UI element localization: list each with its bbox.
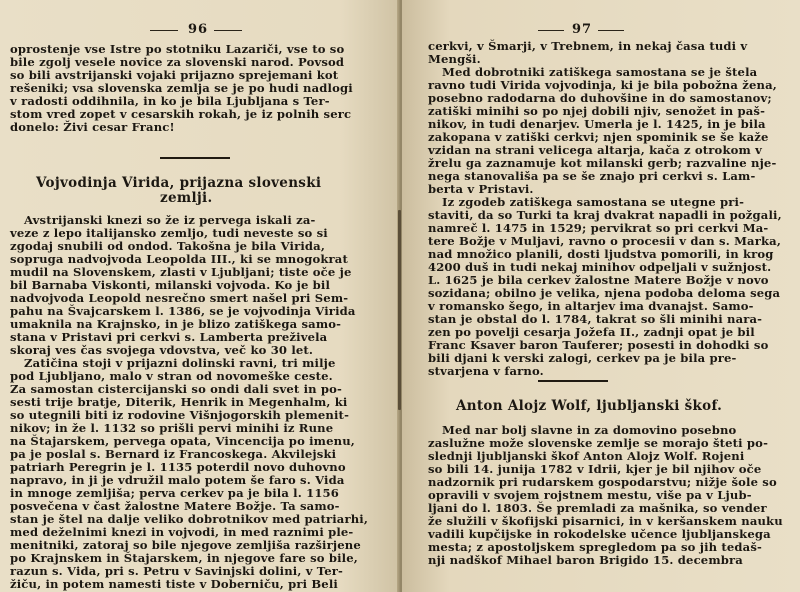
text-line: so utegnili biti iz rodovine Višnjogorskih plemenit- bbox=[10, 408, 350, 422]
page-number: 97 bbox=[572, 22, 593, 37]
text-line: namreč l. 1475 in 1529; pervikrat so pri cerkvi Ma- bbox=[428, 221, 769, 235]
text-line: v romansko šego, in altarjev ima dvanajst. Samo- bbox=[428, 299, 754, 313]
text-line: Iz zgodeb zatiškega samostana se utegne pri- bbox=[442, 195, 745, 209]
text-line: zakopana v zatiški cerkvi; njen spominik se še kaže bbox=[428, 130, 769, 144]
text-line: bili djani k verski zalogi, cerkev pa je bila pre- bbox=[428, 351, 737, 365]
text-line: sopruga nadvojvoda Leopolda III., ki se mnogokrat bbox=[10, 252, 348, 266]
header-dash bbox=[214, 30, 242, 31]
text-line: nikov; in že l. 1132 so prišli pervi minihi iz Rune bbox=[10, 421, 334, 435]
text-line: vadili kupčijske in rokodelske učence ljubljanskega bbox=[428, 527, 771, 541]
header-dash bbox=[150, 30, 178, 31]
text-line: Za samostan cistercijanski so ondi dali svet in po- bbox=[10, 382, 343, 396]
text-line: Avstrijanski knezi so že iz pervega iskali za- bbox=[24, 213, 316, 227]
text-line: sozidana; obilno je velika, njena podoba deloma sega bbox=[428, 286, 781, 300]
text-line: pod Ljubljano, malo v stran od novomeške ceste. bbox=[10, 369, 333, 383]
section-divider bbox=[538, 380, 608, 382]
text-line: menitniki, zatoraj so bile njegove zemljiša razširjene bbox=[10, 538, 361, 552]
text-line: žrelu ga zaznamuje kot milanski gerb; razvaline nje- bbox=[428, 156, 777, 170]
text-line: med deželnimi knezi in vojvodi, in med raznimi ple- bbox=[10, 525, 354, 539]
text-line: nadvojvoda Leopold nesrečno smert našel pri Sem- bbox=[10, 291, 349, 305]
text-line: opravili v svojem rojstnem mestu, više pa v Ljub- bbox=[428, 488, 752, 502]
text-line: Franc Ksaver baron Tauferer; posesti in dohodki so bbox=[428, 338, 769, 352]
text-line: cerkvi, v Šmarji, v Trebnem, in nekaj časa tudi v bbox=[428, 39, 748, 53]
text-line: nji nadškof Mihael baron Brigido 15. decembra bbox=[428, 553, 743, 567]
text-line: bil Barnaba Viskonti, milanski vojvoda. Ko je bil bbox=[10, 278, 331, 292]
section-heading-cont: zemlji. bbox=[160, 190, 213, 206]
text-line: že služili v škofijski pisarnici, in v keršanskem nauku bbox=[428, 514, 783, 528]
text-line: in mnoge zemljiša; perva cerkev pa je bila l. 1156 bbox=[10, 486, 339, 500]
text-line: v radosti oddihnila, in ko je bila Ljubljana s Ter- bbox=[10, 94, 330, 108]
text-line: stana v Pristavi pri cerkvi s. Lamberta preživela bbox=[10, 330, 328, 344]
text-line: zaslužne može slovenske zemlje se morajo šteti po- bbox=[428, 436, 769, 450]
text-line: slednji ljubljanski škof Anton Alojz Wolf. Rojeni bbox=[428, 449, 745, 463]
text-line: veze z lepo italijansko zemljo, tudi neveste so si bbox=[10, 226, 328, 240]
header-dash bbox=[538, 30, 564, 31]
text-line: zgodaj snubili od ondod. Takošna je bila Virida, bbox=[10, 239, 326, 253]
text-line: berta v Pristavi. bbox=[428, 182, 534, 196]
text-line: stom vred zopet v cesarskih rokah, je iz polnih serc bbox=[10, 107, 352, 121]
text-line: Med dobrotniki zatiškega samostana se je štela bbox=[442, 65, 758, 79]
text-line: žiču, in potem namesti tiste v Doberniču, pri Beli bbox=[10, 577, 338, 591]
page-number: 96 bbox=[188, 22, 209, 37]
text-line: mesta; z apostoljskem spregledom pa so jih tedaš- bbox=[428, 540, 762, 554]
text-line: L. 1625 je bila cerkev žalostne Matere Božje v novo bbox=[428, 273, 769, 287]
text-line: po Krajnskem in Štajarskem, in njegove fare so bile, bbox=[10, 551, 358, 565]
text-line: patriarh Peregrin je l. 1135 poterdil novo duhovno bbox=[10, 460, 346, 474]
text-line: Zatičina stoji v prijazni dolinski ravni, tri milje bbox=[24, 356, 336, 370]
section-heading: Anton Alojz Wolf, ljubljanski škof. bbox=[456, 398, 723, 414]
text-line: pahu na Švajcarskem l. 1386, se je vojvodinja Virida bbox=[10, 304, 356, 318]
text-line: staviti, da so Turki ta kraj dvakrat napadli in požgali, bbox=[428, 208, 782, 222]
text-line: nikov, in tudi denarjev. Umerla je l. 1425, in je bila bbox=[428, 117, 766, 131]
section-divider bbox=[160, 157, 230, 159]
text-line: stan je obstal do l. 1784, takrat so šli minihi nara- bbox=[428, 312, 763, 326]
text-line: oprostenje vse Istre po stotniku Lazariči, vse to so bbox=[10, 42, 345, 56]
text-line: rešeniki; vsa slovenska zemlja se je po hudi nadlogi bbox=[10, 81, 353, 95]
text-line: ljani do l. 1803. Še premladi za mašnika, so vender bbox=[428, 501, 767, 515]
text-line: pa je poslal s. Bernard iz Francoskega. Akvilejski bbox=[10, 447, 337, 461]
text-line: posvečena v čast žalostne Matere Božje. Ta samo- bbox=[10, 499, 340, 513]
text-line: napravo, in ji je vdružil malo potem še faro s. Vida bbox=[10, 473, 345, 487]
text-line: posebno radodarna do duhovšine in do samostanov; bbox=[428, 91, 772, 105]
spine-mark bbox=[398, 210, 401, 410]
section-heading: Vojvodinja Virida, prijazna slovenski bbox=[36, 175, 322, 191]
text-line: skoraj ves čas svojega vdovstva, več ko 30 let. bbox=[10, 343, 314, 357]
text-line: tere Božje v Muljavi, ravno o procesii v dan s. Marka, bbox=[428, 234, 782, 248]
text-line: bile zgolj vesele novice za slovenski narod. Povsod bbox=[10, 55, 345, 69]
text-line: sesti trije bratje, Diterik, Henrik in Megenhalm, ki bbox=[10, 395, 348, 409]
text-line: mudil na Slovenskem, zlasti v Ljubljani; tiste oče je bbox=[10, 265, 352, 279]
text-line: so bili avstrijanski vojaki prijazno sprejemani kot bbox=[10, 68, 339, 82]
text-line: ravno tudi Virida vojvodinja, ki je bila pobožna žena, bbox=[428, 78, 777, 92]
right-page bbox=[402, 0, 800, 592]
text-line: stan je štel na dalje veliko dobrotnikov med patriarhi, bbox=[10, 512, 369, 526]
text-line: umaknila na Krajnsko, in je blizo zatiškega samo- bbox=[10, 317, 342, 331]
text-line: zatiški minihi so po njej dobili njiv, senožet in paš- bbox=[428, 104, 766, 118]
text-line: na Štajarskem, pervega opata, Vincencija po imenu, bbox=[10, 434, 355, 448]
text-line: zen po povelji cesarja Jožefa II., zadnji opat je bil bbox=[428, 325, 755, 339]
text-line: stvarjena v farno. bbox=[428, 364, 544, 378]
text-line: Mengši. bbox=[428, 52, 481, 66]
text-line: Med nar bolj slavne in za domovino posebno bbox=[442, 423, 737, 437]
text-line: razun s. Vida, pri s. Petru v Savinjski dolini, v Ter- bbox=[10, 564, 343, 578]
text-line: nega stanovališa pa se še znajo pri cerkvi s. Lam- bbox=[428, 169, 756, 183]
text-line: nadzornik pri rudarskem gospodarstvu; nižje šole so bbox=[428, 475, 777, 489]
text-line: nad množico planili, dosti ljudstva pomorili, in krog bbox=[428, 247, 774, 261]
header-dash bbox=[598, 30, 624, 31]
text-line: vzidan na strani velicega altarja, kača z otrokom v bbox=[428, 143, 763, 157]
text-line: 4200 duš in tudi nekaj minihov odpeljali v sužnjost. bbox=[428, 260, 772, 274]
text-line: donelo: Živi cesar Franc! bbox=[10, 120, 175, 134]
text-line: so bili 14. junija 1782 v Idrii, kjer je bil njihov oče bbox=[428, 462, 762, 476]
